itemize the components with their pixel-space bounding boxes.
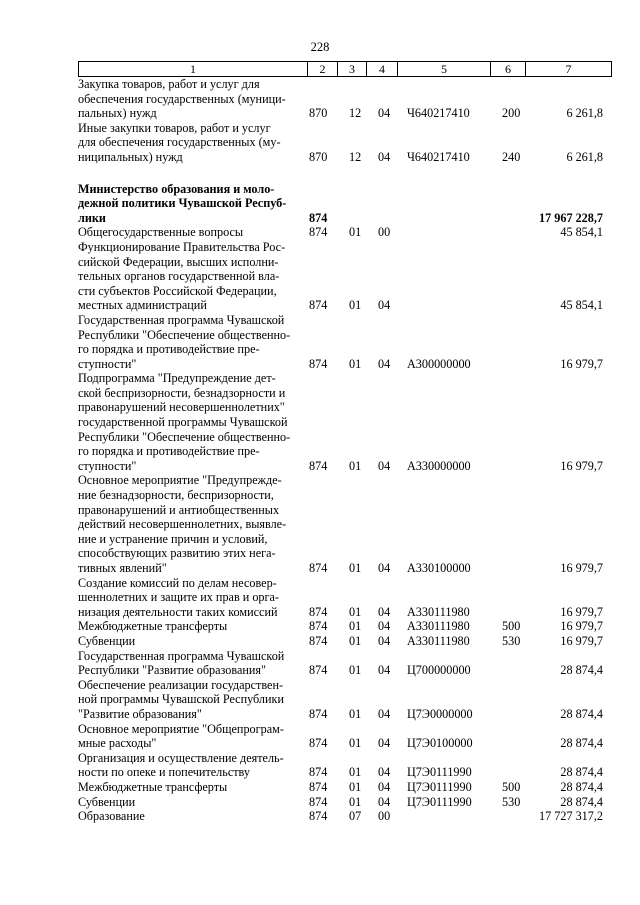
description-line: го порядка и противодействие пре- bbox=[78, 444, 260, 459]
cell-c4: 04 bbox=[378, 561, 391, 575]
cell-c6: 530 bbox=[502, 794, 521, 809]
cell-c7: 28 874,4 bbox=[560, 663, 603, 678]
cell-c3: 07 bbox=[349, 809, 362, 824]
cell-c7: 16 979,7 bbox=[560, 633, 603, 648]
cell-c4: 04 bbox=[378, 458, 391, 473]
description-line: го порядка и противодействие пре- bbox=[78, 342, 260, 357]
cell-c4: 04 bbox=[378, 736, 391, 751]
cell-c2: 870 bbox=[309, 149, 328, 164]
description-line: ской беспризорности, безнадзорности и bbox=[78, 385, 286, 400]
cell-c4: 04 bbox=[378, 604, 391, 619]
description-line: Подпрограмма "Предупреждение дет- bbox=[78, 371, 276, 386]
description-line: для обеспечения государственных (му- bbox=[78, 135, 281, 150]
table-row bbox=[78, 121, 611, 165]
cell-c4: 04 bbox=[378, 633, 391, 648]
row-description bbox=[78, 240, 291, 313]
description-line: местных администраций bbox=[78, 298, 207, 313]
cell-c2: 874 bbox=[309, 663, 328, 678]
cell-c3: 01 bbox=[349, 604, 362, 619]
cell-c7: 45 854,1 bbox=[560, 298, 603, 313]
description-line: Субвенции bbox=[78, 794, 136, 809]
cell-c6: 500 bbox=[502, 619, 521, 634]
cell-c3: 01 bbox=[349, 663, 362, 678]
table-row bbox=[78, 795, 611, 810]
cell-c2: 874 bbox=[309, 225, 328, 240]
cell-c5: Ц700000000 bbox=[407, 663, 471, 678]
cell-c7: 17 727 317,2 bbox=[539, 809, 603, 824]
cell-c3: 12 bbox=[349, 149, 362, 164]
description-line: лики bbox=[78, 210, 106, 225]
cell-c2: 874 bbox=[309, 809, 328, 824]
description-line: тельных органов государственной вла- bbox=[78, 269, 280, 284]
row-description bbox=[78, 649, 291, 678]
cell-c7: 16 979,7 bbox=[560, 458, 603, 473]
cell-c6: 240 bbox=[502, 149, 521, 164]
cell-c3: 01 bbox=[349, 633, 362, 648]
table-row bbox=[78, 678, 611, 722]
cell-c3: 12 bbox=[349, 106, 362, 121]
header-col-5: 5 bbox=[398, 62, 491, 77]
cell-c4: 00 bbox=[378, 225, 391, 240]
description-line: сти субъектов Российской Федерации, bbox=[78, 283, 277, 298]
row-description bbox=[78, 751, 291, 780]
cell-c4: 04 bbox=[378, 298, 391, 313]
cell-c7: 45 854,1 bbox=[560, 225, 603, 240]
budget-table-body bbox=[78, 77, 611, 824]
cell-c4: 04 bbox=[378, 149, 391, 164]
description-line: Основное мероприятие "Предупрежде- bbox=[78, 473, 282, 488]
cell-c5: Ц7Э0111990 bbox=[407, 779, 472, 794]
cell-c4: 04 bbox=[378, 779, 391, 794]
description-line: пальных) нужд bbox=[78, 106, 157, 121]
cell-c7: 6 261,8 bbox=[566, 149, 603, 164]
cell-c2: 874 bbox=[309, 298, 328, 313]
table-header bbox=[78, 61, 612, 77]
row-description bbox=[78, 809, 291, 824]
cell-c7: 16 979,7 bbox=[560, 619, 603, 634]
description-line: государственной программы Чувашской bbox=[78, 415, 288, 430]
cell-c5: Ч640217410 bbox=[407, 106, 470, 121]
cell-c7: 28 874,4 bbox=[560, 779, 603, 794]
row-description bbox=[78, 576, 291, 620]
description-line: ние безнадзорности, беспризорности, bbox=[78, 488, 274, 503]
header-col-6: 6 bbox=[491, 62, 526, 77]
row-description bbox=[78, 795, 291, 810]
table-row bbox=[78, 619, 611, 634]
header-col-3: 3 bbox=[338, 62, 367, 77]
cell-c4: 04 bbox=[378, 106, 391, 121]
description-line: Министерство образования и моло- bbox=[78, 181, 275, 196]
header-col-1: 1 bbox=[79, 62, 308, 77]
cell-c5: А330111980 bbox=[407, 604, 470, 619]
cell-c3: 01 bbox=[349, 736, 362, 751]
description-line: ности по опеке и попечительству bbox=[78, 765, 250, 780]
cell-c2: 874 bbox=[309, 765, 328, 780]
cell-c5: Ч640217410 bbox=[407, 149, 470, 164]
row-description bbox=[78, 619, 291, 634]
table-row bbox=[78, 634, 611, 649]
description-line: Иные закупки товаров, работ и услуг bbox=[78, 120, 271, 135]
cell-c3: 01 bbox=[349, 298, 362, 313]
cell-c2: 874 bbox=[309, 604, 328, 619]
cell-c4: 04 bbox=[378, 356, 391, 371]
table-row bbox=[78, 722, 611, 751]
description-line: Субвенции bbox=[78, 633, 136, 648]
header-col-7: 7 bbox=[526, 62, 612, 77]
cell-c3: 01 bbox=[349, 225, 362, 240]
header-col-2: 2 bbox=[308, 62, 338, 77]
description-line: Организация и осуществление деятель- bbox=[78, 750, 284, 765]
cell-c7: 16 979,7 bbox=[560, 356, 603, 371]
description-line: тивных явлений" bbox=[78, 561, 167, 575]
cell-c2: 874 bbox=[309, 706, 328, 721]
cell-c3: 01 bbox=[349, 619, 362, 634]
cell-c5: Ц7Э0111990 bbox=[407, 765, 472, 780]
cell-c7: 28 874,4 bbox=[560, 765, 603, 780]
description-line: шеннолетних и защите их прав и орга- bbox=[78, 590, 279, 605]
cell-c2: 874 bbox=[309, 210, 328, 225]
description-line: ние и устранение причин и условий, bbox=[78, 531, 268, 546]
description-line: Государственная программа Чувашской bbox=[78, 312, 285, 327]
cell-c4: 04 bbox=[378, 619, 391, 634]
description-line: Государственная программа Чувашской bbox=[78, 648, 285, 663]
cell-c7: 16 979,7 bbox=[560, 561, 603, 575]
table-row bbox=[78, 473, 611, 575]
row-description bbox=[78, 722, 291, 751]
cell-c5: Ц7Э0100000 bbox=[407, 736, 473, 751]
table-row bbox=[78, 809, 611, 824]
description-line: мные расходы" bbox=[78, 736, 157, 751]
cell-c4: 04 bbox=[378, 765, 391, 780]
table-row bbox=[78, 77, 611, 121]
cell-c5: А330100000 bbox=[407, 561, 471, 575]
description-line: обеспечения государственных (муници- bbox=[78, 91, 286, 106]
cell-c3: 01 bbox=[349, 794, 362, 809]
cell-c4: 00 bbox=[378, 809, 391, 824]
description-line: ниципальных) нужд bbox=[78, 149, 183, 164]
description-line: Общегосударственные вопросы bbox=[78, 225, 244, 240]
description-line: Основное мероприятие "Общепрограм- bbox=[78, 721, 284, 736]
cell-c7: 16 979,7 bbox=[560, 604, 603, 619]
table-row bbox=[78, 225, 611, 240]
cell-c2: 874 bbox=[309, 619, 328, 634]
description-line: Создание комиссий по делам несовер- bbox=[78, 575, 277, 590]
cell-c5: Ц7Э0000000 bbox=[407, 706, 473, 721]
cell-c7: 6 261,8 bbox=[566, 106, 603, 121]
row-description bbox=[78, 473, 291, 575]
cell-c3: 01 bbox=[349, 765, 362, 780]
description-line: "Развитие образования" bbox=[78, 706, 202, 721]
table-row bbox=[78, 751, 611, 780]
description-line: ной программы Чувашской Республики bbox=[78, 692, 284, 707]
cell-c2: 874 bbox=[309, 356, 328, 371]
cell-c7: 28 874,4 bbox=[560, 736, 603, 751]
table-row bbox=[78, 313, 611, 371]
description-line: дежной политики Чувашской Респуб- bbox=[78, 196, 287, 211]
header-col-4: 4 bbox=[367, 62, 398, 77]
description-line: Закупка товаров, работ и услуг для bbox=[78, 77, 260, 91]
description-line: способствующих развитию этих нега- bbox=[78, 546, 276, 561]
cell-c4: 04 bbox=[378, 663, 391, 678]
table-row bbox=[78, 182, 611, 226]
description-line: правонарушений несовершеннолетних" bbox=[78, 400, 285, 415]
description-line: Межбюджетные трансферты bbox=[78, 619, 228, 634]
spacer bbox=[78, 165, 611, 182]
description-line: действий несовершеннолетних, выявле- bbox=[78, 517, 287, 532]
row-description bbox=[78, 780, 291, 795]
cell-c3: 01 bbox=[349, 779, 362, 794]
cell-c2: 874 bbox=[309, 736, 328, 751]
page-number: 228 bbox=[310, 40, 330, 54]
description-line: ступности" bbox=[78, 458, 137, 473]
row-description bbox=[78, 182, 291, 226]
row-description bbox=[78, 678, 291, 722]
cell-c2: 874 bbox=[309, 633, 328, 648]
cell-c5: А330111980 bbox=[407, 619, 470, 634]
cell-c6: 200 bbox=[502, 106, 521, 121]
description-line: низация деятельности таких комиссий bbox=[78, 604, 278, 619]
cell-c4: 04 bbox=[378, 706, 391, 721]
description-line: правонарушений и антиобщественных bbox=[78, 502, 280, 517]
row-description bbox=[78, 371, 291, 473]
cell-c2: 874 bbox=[309, 458, 328, 473]
cell-c7: 17 967 228,7 bbox=[539, 210, 603, 225]
cell-c3: 01 bbox=[349, 458, 362, 473]
cell-c3: 01 bbox=[349, 356, 362, 371]
cell-c5: Ц7Э0111990 bbox=[407, 794, 472, 809]
description-line: ступности" bbox=[78, 356, 137, 371]
cell-c2: 874 bbox=[309, 794, 328, 809]
cell-c6: 500 bbox=[502, 779, 521, 794]
cell-c7: 28 874,4 bbox=[560, 706, 603, 721]
row-description bbox=[78, 634, 291, 649]
description-line: Республики "Обеспечение общественно- bbox=[78, 429, 291, 444]
table-row bbox=[78, 371, 611, 473]
cell-c3: 01 bbox=[349, 561, 362, 575]
table-row bbox=[78, 576, 611, 620]
cell-c3: 01 bbox=[349, 706, 362, 721]
row-description bbox=[78, 77, 291, 121]
description-line: Образование bbox=[78, 809, 145, 824]
row-description bbox=[78, 225, 291, 240]
cell-c7: 28 874,4 bbox=[560, 794, 603, 809]
cell-c2: 874 bbox=[309, 779, 328, 794]
description-line: Республики "Развитие образования" bbox=[78, 663, 267, 678]
cell-c2: 874 bbox=[309, 561, 328, 575]
table-row bbox=[78, 780, 611, 795]
cell-c5: А330000000 bbox=[407, 458, 471, 473]
table-row bbox=[78, 240, 611, 313]
description-line: Функционирование Правительства Рос- bbox=[78, 239, 286, 254]
row-description bbox=[78, 313, 291, 371]
cell-c2: 870 bbox=[309, 106, 328, 121]
cell-c4: 04 bbox=[378, 794, 391, 809]
description-line: Межбюджетные трансферты bbox=[78, 779, 228, 794]
cell-c5: А330111980 bbox=[407, 633, 470, 648]
row-description bbox=[78, 121, 291, 165]
cell-c6: 530 bbox=[502, 633, 521, 648]
description-line: Республики "Обеспечение общественно- bbox=[78, 327, 291, 342]
description-line: сийской Федерации, высших исполни- bbox=[78, 254, 279, 269]
table-row bbox=[78, 649, 611, 678]
description-line: Обеспечение реализации государствен- bbox=[78, 677, 284, 692]
cell-c5: А300000000 bbox=[407, 356, 471, 371]
